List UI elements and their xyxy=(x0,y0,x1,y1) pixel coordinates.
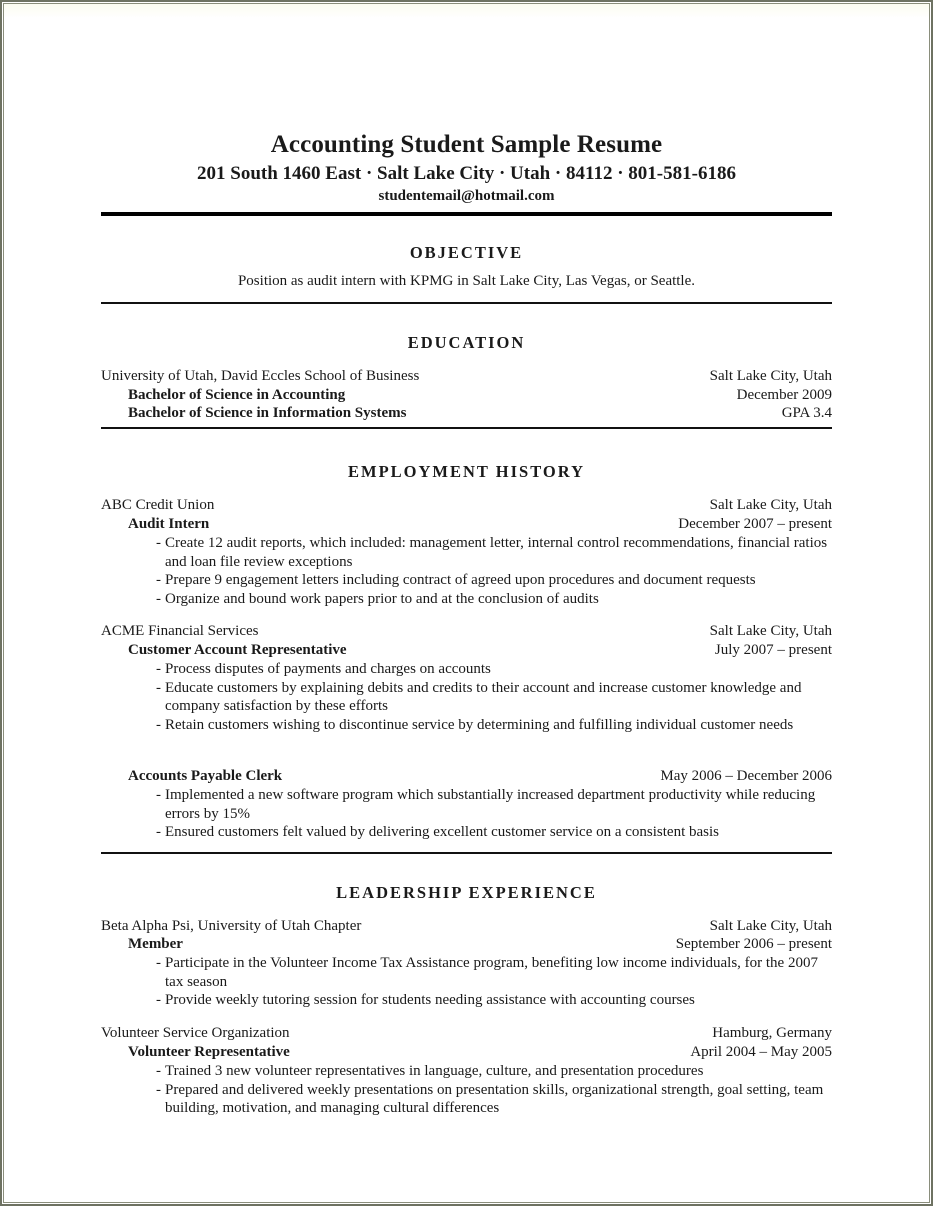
job-org: ACME Financial Services xyxy=(101,623,259,639)
employment-divider xyxy=(101,852,832,854)
role-location: Hamburg, Germany xyxy=(712,1025,832,1041)
job-org-row xyxy=(101,496,832,515)
job-bullets xyxy=(156,660,836,735)
education-location: Salt Lake City, Utah xyxy=(709,368,832,384)
header-divider xyxy=(101,212,832,216)
resume-title: Accounting Student Sample Resume xyxy=(270,131,663,158)
education-divider xyxy=(101,427,832,429)
education-degree-info-systems: Bachelor of Science in Information Systems xyxy=(128,405,407,421)
job-bullets xyxy=(156,786,836,842)
role-dates: April 2004 – May 2005 xyxy=(690,1044,832,1060)
education-heading: EDUCATION xyxy=(407,333,526,352)
bullet-item: - Organize and bound work papers prior to and at the conclusion of audits xyxy=(156,591,599,608)
job-org: ABC Credit Union xyxy=(101,497,215,513)
bullet-item: - Create 12 audit reports, which included: management letter, internal control recommendations, financial ratios and loan file review exceptions xyxy=(156,535,828,570)
job-dates: May 2006 – December 2006 xyxy=(660,768,832,784)
job-title-row xyxy=(101,641,832,660)
bullet-item: - Prepared and delivered weekly presentations on presentation skills, organizational strength, goal setting, team building, motivation, and managing cultural differences xyxy=(156,1081,824,1117)
role-org-row xyxy=(101,917,832,936)
bullet-item: - Process disputes of payments and charges on accounts xyxy=(156,661,491,677)
role-org: Volunteer Service Organization xyxy=(101,1025,290,1041)
leadership-heading: LEADERSHIP EXPERIENCE xyxy=(336,883,597,902)
role-title: Volunteer Representative xyxy=(128,1044,290,1060)
bullet-item: - Ensured customers felt valued by delivering excellent customer service on a consistent basis xyxy=(156,824,719,841)
job-title: Customer Account Representative xyxy=(128,642,347,658)
education-gpa: GPA 3.4 xyxy=(781,405,832,421)
role-org-row xyxy=(101,1024,832,1043)
job-location: Salt Lake City, Utah xyxy=(709,497,832,513)
job-dates: July 2007 – present xyxy=(714,642,832,658)
education-degree1-row xyxy=(101,386,832,405)
job-org-row xyxy=(101,622,832,641)
education-date: December 2009 xyxy=(736,387,832,403)
education-degree-accounting: Bachelor of Science in Accounting xyxy=(128,387,346,403)
education-degree2-row xyxy=(101,404,832,423)
bullet-item: - Trained 3 new volunteer representatives in language, culture, and presentation procedures xyxy=(156,1063,704,1079)
job-title: Audit Intern xyxy=(128,516,210,532)
contact-address: 201 South 1460 East · Salt Lake City · Utah · 84112 · 801-581-6186 xyxy=(197,163,736,184)
bullet-item: - Prepare 9 engagement letters including contract of agreed upon procedures and document requests xyxy=(156,572,756,589)
role-org: Beta Alpha Psi, University of Utah Chapter xyxy=(101,918,362,934)
bullet-item: - Provide weekly tutoring session for students needing assistance with accounting courses xyxy=(156,992,695,1009)
job-dates: December 2007 – present xyxy=(678,516,832,532)
bullet-item: - Participate in the Volunteer Income Tax Assistance program, benefiting low income individuals, for the 2007 tax season xyxy=(156,955,818,990)
objective-divider xyxy=(101,302,832,304)
role-title-row xyxy=(101,1043,832,1062)
role-dates: September 2006 – present xyxy=(675,936,832,952)
job-title-row xyxy=(101,515,832,534)
objective-text: Position as audit intern with KPMG in Salt Lake City, Las Vegas, or Seattle. xyxy=(237,273,696,289)
objective-heading: OBJECTIVE xyxy=(409,243,524,262)
role-bullets xyxy=(156,1062,836,1118)
role-title: Member xyxy=(128,936,183,952)
role-bullets xyxy=(156,954,836,1010)
bullet-item: - Implemented a new software program which substantially increased department productivity while reducing errors by 15% xyxy=(156,787,816,822)
employment-heading: EMPLOYMENT HISTORY xyxy=(348,462,585,481)
education-school-row xyxy=(101,367,832,386)
role-location: Salt Lake City, Utah xyxy=(709,918,832,934)
education-school: University of Utah, David Eccles School of Business xyxy=(101,368,420,384)
job-title: Accounts Payable Clerk xyxy=(128,768,283,784)
role-title-row xyxy=(101,935,832,954)
job-location: Salt Lake City, Utah xyxy=(709,623,832,639)
contact-email: studentemail@hotmail.com xyxy=(378,188,555,204)
job-bullets xyxy=(156,534,836,609)
bullet-item: - Retain customers wishing to discontinue service by determining and fulfilling individual customer needs xyxy=(156,717,794,734)
bullet-item: - Educate customers by explaining debits and credits to their account and increase customer knowledge and company satisfaction by these efforts xyxy=(156,679,802,715)
job-title-row xyxy=(101,767,832,786)
